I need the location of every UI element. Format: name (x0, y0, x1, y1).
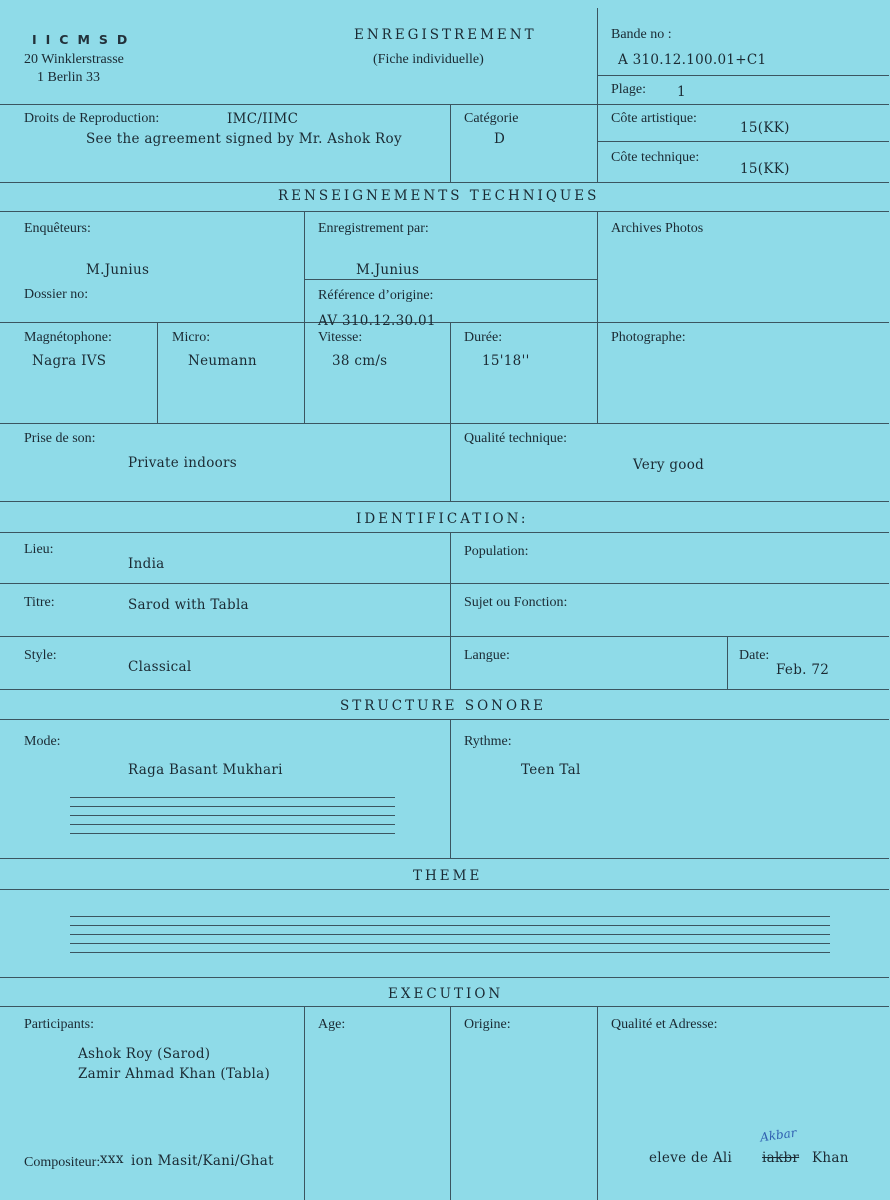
rule (597, 8, 598, 182)
writing-line (70, 806, 395, 807)
rights-label: Droits de Reproduction: (24, 111, 160, 126)
magnetophone-label: Magnétophone: (24, 330, 112, 345)
date-label: Date: (739, 648, 770, 663)
reference-value: AV 310.12.30.01 (318, 313, 436, 329)
rythme-label: Rythme: (464, 734, 512, 749)
section-title-theme: THEME (413, 868, 483, 884)
rule (0, 322, 889, 323)
section-title-structure: STRUCTURE SONORE (340, 698, 547, 714)
participants-label: Participants: (24, 1017, 94, 1032)
handwritten-correction: Akbar (759, 1125, 798, 1145)
rule (0, 501, 889, 502)
rule (0, 636, 889, 637)
rule (0, 858, 889, 859)
sujet-label: Sujet ou Fonction: (464, 595, 568, 610)
org-address-line2: 1 Berlin 33 (37, 70, 100, 85)
eleve-suffix: Khan (812, 1150, 849, 1166)
prise-de-son-value: Private indoors (128, 455, 238, 471)
writing-line (70, 925, 830, 926)
lieu-value: India (128, 556, 165, 572)
plage-label: Plage: (611, 82, 646, 97)
section-title-technical: RENSEIGNEMENTS TECHNIQUES (278, 188, 600, 204)
writing-line (70, 833, 395, 834)
rule (0, 1006, 889, 1007)
org-name: IICMSD (32, 32, 137, 47)
writing-line (70, 815, 395, 816)
rule (304, 211, 305, 423)
duree-label: Durée: (464, 330, 503, 345)
eleve-struck: iakbr (762, 1150, 800, 1166)
lieu-label: Lieu: (24, 542, 54, 557)
rule (597, 1006, 598, 1200)
population-label: Population: (464, 544, 529, 559)
enregistrement-par-value: M.Junius (356, 262, 420, 278)
participant-item: Zamir Ahmad Khan (Tabla) (78, 1066, 271, 1082)
rule (450, 1006, 451, 1200)
rule (0, 211, 889, 212)
style-label: Style: (24, 648, 57, 663)
mode-label: Mode: (24, 734, 61, 749)
categorie-label: Catégorie (464, 111, 519, 126)
plage-value: 1 (677, 84, 686, 100)
page-subtitle: (Fiche individuelle) (373, 52, 484, 67)
rule (727, 636, 728, 689)
rule (304, 1006, 305, 1200)
writing-line (70, 934, 830, 935)
rule (305, 279, 597, 280)
rule (450, 104, 451, 182)
bande-value: A 310.12.100.01+C1 (618, 52, 767, 68)
rule (0, 423, 889, 424)
vitesse-label: Vitesse: (318, 330, 363, 345)
rule (0, 532, 889, 533)
rule (0, 689, 889, 690)
archives-photos-label: Archives Photos (611, 221, 704, 236)
titre-value: Sarod with Tabla (128, 597, 249, 613)
writing-line (70, 916, 830, 917)
micro-label: Micro: (172, 330, 211, 345)
cote-artistique-label: Côte artistique: (611, 111, 697, 126)
writing-line (70, 824, 395, 825)
writing-line (70, 797, 395, 798)
rights-value: IMC/IIMC (227, 111, 299, 127)
prise-de-son-label: Prise de son: (24, 431, 96, 446)
qualite-technique-value: Very good (633, 457, 705, 473)
langue-label: Langue: (464, 648, 510, 663)
style-value: Classical (128, 659, 192, 675)
categorie-value: D (494, 131, 506, 147)
qualite-technique-label: Qualité technique: (464, 431, 568, 446)
org-address-line1: 20 Winklerstrasse (24, 52, 124, 67)
compositeur-overtype: xxx (100, 1151, 124, 1167)
cote-technique-label: Côte technique: (611, 150, 700, 165)
rule (597, 211, 598, 423)
rule (157, 322, 158, 423)
participant-item: Ashok Roy (Sarod) (78, 1046, 211, 1062)
qualite-adresse-label: Qualité et Adresse: (611, 1017, 718, 1032)
page-title: ENREGISTREMENT (354, 27, 537, 43)
rule (0, 104, 889, 105)
titre-label: Titre: (24, 595, 55, 610)
enregistrement-par-label: Enregistrement par: (318, 221, 429, 236)
enqueteurs-value: M.Junius (86, 262, 150, 278)
rule (450, 532, 451, 689)
section-title-identification: IDENTIFICATION: (356, 511, 529, 527)
rule (0, 977, 889, 978)
origine-label: Origine: (464, 1017, 511, 1032)
magnetophone-value: Nagra IVS (32, 353, 107, 369)
mode-value: Raga Basant Mukhari (128, 762, 283, 778)
rule (450, 719, 451, 858)
eleve-prefix: eleve de Ali (649, 1150, 733, 1166)
compositeur-value: ion Masit/Kani/Ghat (131, 1153, 274, 1169)
date-value: Feb. 72 (776, 662, 830, 678)
rythme-value: Teen Tal (521, 762, 581, 778)
rule (0, 719, 889, 720)
compositeur-label: Compositeur: (24, 1155, 101, 1170)
rule (0, 583, 889, 584)
rule (0, 889, 889, 890)
writing-line (70, 952, 830, 953)
vitesse-value: 38 cm/s (332, 353, 388, 369)
bande-label: Bande no : (611, 27, 672, 42)
cote-artistique-value: 15(KK) (740, 120, 790, 136)
rule (450, 423, 451, 501)
rule (0, 182, 889, 183)
duree-value: 15'18'' (482, 353, 530, 369)
cote-technique-value: 15(KK) (740, 161, 790, 177)
section-title-execution: EXECUTION (388, 986, 504, 1002)
rule (598, 75, 889, 76)
rule (450, 322, 451, 423)
rule (598, 141, 889, 142)
writing-line (70, 943, 830, 944)
rights-note: See the agreement signed by Mr. Ashok Roy (86, 131, 402, 147)
dossier-label: Dossier no: (24, 287, 89, 302)
enqueteurs-label: Enquêteurs: (24, 221, 91, 236)
photographe-label: Photographe: (611, 330, 686, 345)
micro-value: Neumann (188, 353, 257, 369)
age-label: Age: (318, 1017, 346, 1032)
reference-label: Référence d’origine: (318, 288, 434, 303)
